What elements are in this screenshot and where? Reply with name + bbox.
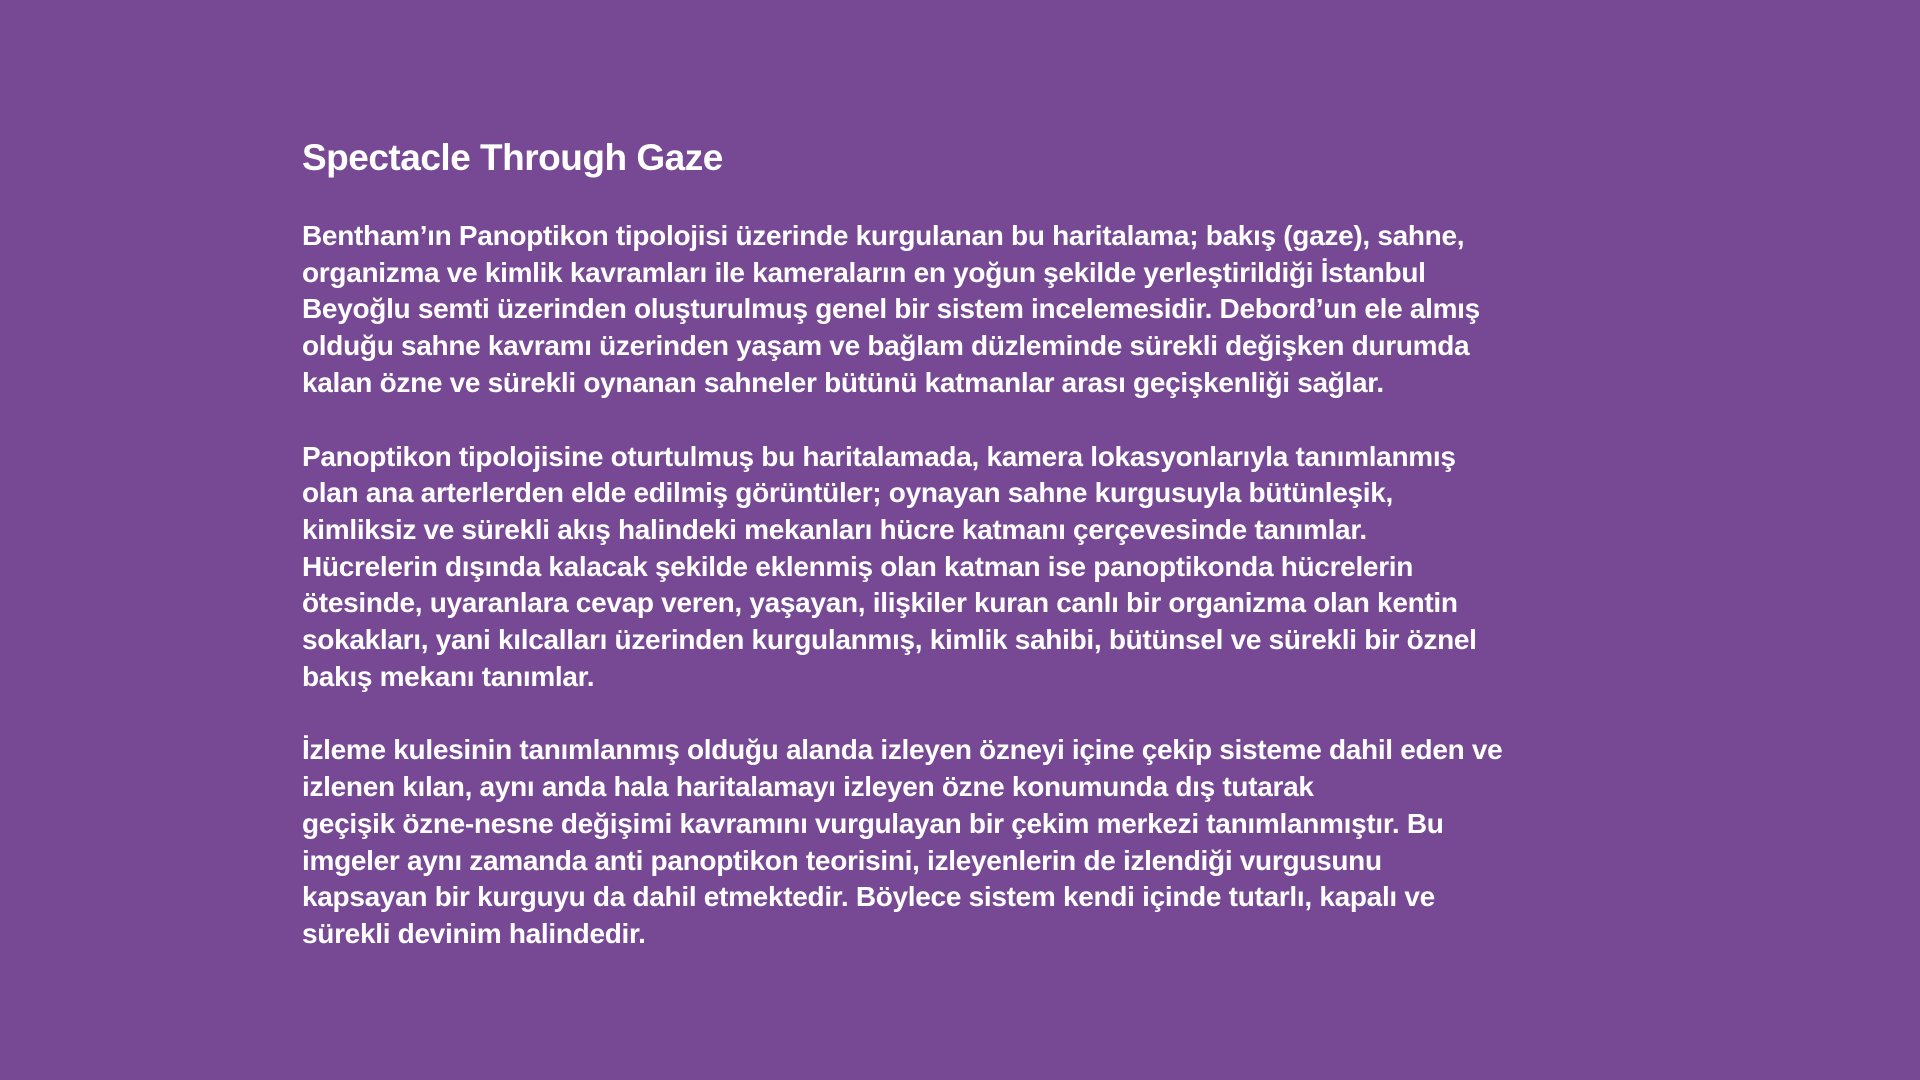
- paragraph-line: izlenen kılan, aynı anda hala haritalamayı izleyen özne konumunda dış tutarak: [302, 771, 1314, 803]
- paragraph-line: imgeler aynı zamanda anti panoptikon teorisini, izleyenlerin de izlendiği vurgusunu: [302, 844, 1382, 876]
- paragraph-line: kimliksiz ve sürekli akış halindeki mekanları hücre katmanı çerçevesinde tanımlar.: [302, 513, 1367, 545]
- paragraph-line: Beyoğlu semti üzerinden oluşturulmuş genel bir sistem incelemesidir. Debord’un ele almış: [302, 293, 1480, 325]
- paragraph-line: olduğu sahne kavramı üzerinden yaşam ve bağlam düzleminde sürekli değişken durumda: [302, 330, 1470, 362]
- paragraph-line: kalan özne ve sürekli oynanan sahneler bütünü katmanlar arası geçişkenliği sağlar.: [302, 366, 1384, 398]
- paragraph-line: Hücrelerin dışında kalacak şekilde eklenmiş olan katman ise panoptikonda hücrelerin: [302, 550, 1414, 582]
- paragraph-line: kapsayan bir kurguyu da dahil etmektedir. Böylece sistem kendi içinde tutarlı, kapalı ve: [302, 881, 1435, 913]
- paragraph-line: ötesinde, uyaranlara cevap veren, yaşayan, ilişkiler kuran canlı bir organizma olan kentin: [302, 587, 1458, 619]
- paragraph-line: Panoptikon tipolojisine oturtulmuş bu haritalamada, kamera lokasyonlarıyla tanımlanmış: [302, 440, 1456, 472]
- paragraph-line: organizma ve kimlik kavramları ile kameraların en yoğun şekilde yerleştirildiği İstanbul: [302, 256, 1426, 288]
- paragraph-line: olan ana arterlerden elde edilmiş görüntüler; oynayan sahne kurgusuyla bütünleşik,: [302, 477, 1394, 509]
- page-title: Spectacle Through Gaze: [302, 137, 723, 178]
- paragraph-2: [302, 439, 1682, 696]
- paragraph-line: sürekli devinim halindedir.: [302, 917, 646, 949]
- paragraph-line: Bentham’ın Panoptikon tipolojisi üzerinde kurgulanan bu haritalama; bakış (gaze), sahne,: [302, 220, 1465, 251]
- text-block: [302, 134, 1682, 990]
- paragraph-line: geçişik özne-nesne değişimi kavramını vurgulayan bir çekim merkezi tanımlanmıştır. Bu: [302, 807, 1444, 839]
- paragraph-line: bakış mekanı tanımlar.: [302, 660, 595, 692]
- paragraph-1: [302, 218, 1682, 402]
- paragraph-line: sokakları, yani kılcalları üzerinden kurgulanmış, kimlik sahibi, bütünsel ve sürekli bir öznel: [302, 624, 1477, 656]
- paragraph-3: [302, 732, 1682, 952]
- paragraph-line: İzleme kulesinin tanımlanmış olduğu alanda izleyen özneyi içine çekip sisteme dahil eden ve: [302, 734, 1503, 766]
